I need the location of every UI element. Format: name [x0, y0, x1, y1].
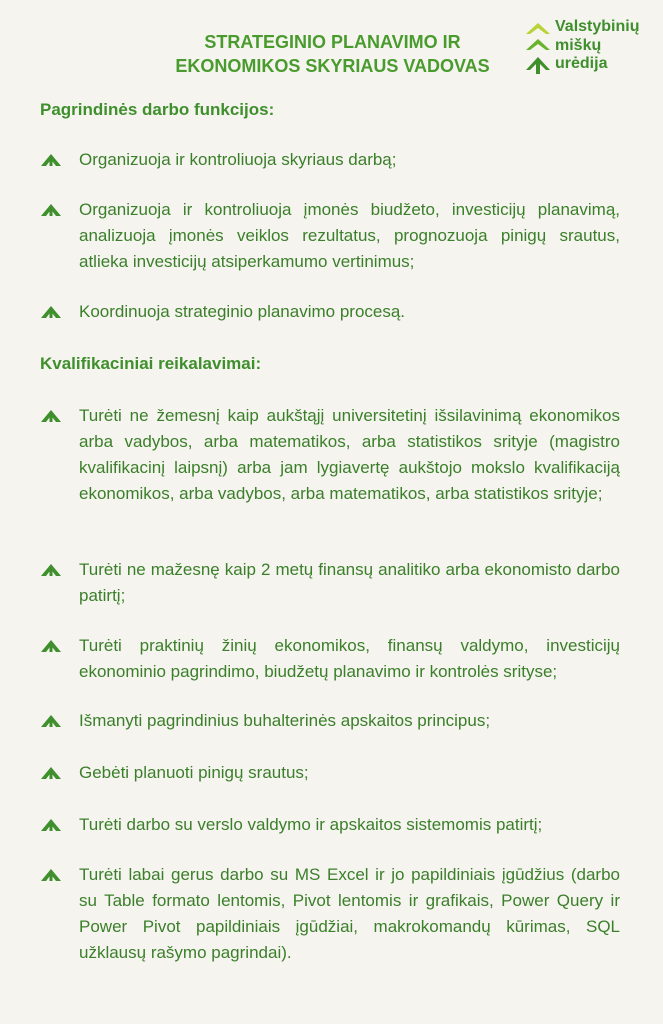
list-item	[40, 633, 620, 685]
tree-chevrons-icon	[524, 20, 552, 74]
list-item	[40, 147, 620, 173]
list-item	[40, 760, 620, 786]
logo-line-2: miškų	[555, 36, 602, 54]
requirements-title: Kvalifikaciniai reikalavimai:	[40, 354, 262, 373]
list-item-text: Turėti ne mažesnę kaip 2 metų finansų analitiko arba ekonomisto darbo patirtį;	[79, 560, 620, 605]
chevron-bullet-icon	[40, 764, 62, 780]
title-line-2: EKONOMIKOS SKYRIAUS VADOVAS	[175, 56, 490, 76]
chevron-bullet-icon	[40, 201, 62, 217]
chevron-bullet-icon	[40, 561, 62, 577]
list-item	[40, 812, 620, 838]
list-item-text: Turėti ne žemesnį kaip aukštąjį universitetinį išsilavinimą ekonomikos arba vadybos, arba matematikos, arba statistikos srityje (magistro kvalifikacinį laipsnį) arba jam lygiavertę aukštojo mokslo kvalifikaciją ekonomikos, arba vadybos, arba matematikos, arba statistikos srityje;	[79, 406, 620, 503]
chevron-bullet-icon	[40, 303, 62, 319]
title-line-1: STRATEGINIO PLANAVIMO IR	[204, 32, 461, 52]
functions-title: Pagrindinės darbo funkcijos:	[40, 100, 275, 119]
logo-line-1: Valstybinių	[555, 18, 640, 35]
list-item-text: Turėti darbo su verslo valdymo ir apskaitos sistemomis patirtį;	[79, 815, 543, 834]
list-item-text: Turėti praktinių žinių ekonomikos, finansų valdymo, investicijų ekonominio pagrindimo, biudžetų planavimo ir kontrolės srityse;	[79, 636, 620, 681]
chevron-bullet-icon	[40, 151, 62, 167]
list-item-text: Išmanyti pagrindinius buhalterinės apskaitos principus;	[79, 711, 491, 730]
chevron-bullet-icon	[40, 866, 62, 882]
chevron-bullet-icon	[40, 816, 62, 832]
logo	[524, 18, 654, 78]
list-item	[40, 862, 620, 966]
list-item-text: Turėti labai gerus darbo su MS Excel ir jo papildiniais įgūdžius (darbo su Table formato lentomis, Pivot lentomis ir grafikais, Power Query ir Power Pivot papildiniais įgūdžiai, makrokomandų kūrimas, SQL užklausų rašymo pagrindai).	[79, 865, 620, 962]
chevron-bullet-icon	[40, 407, 62, 423]
chevron-bullet-icon	[40, 712, 62, 728]
list-item	[40, 299, 620, 325]
page-title	[150, 30, 515, 78]
chevron-bullet-icon	[40, 637, 62, 653]
list-item	[40, 708, 620, 734]
logo-line-3: urėdija	[555, 55, 608, 72]
list-item	[40, 197, 620, 275]
list-item-text: Organizuoja ir kontroliuoja skyriaus darbą;	[79, 150, 397, 169]
list-item-text: Gebėti planuoti pinigų srautus;	[79, 763, 309, 782]
list-item	[40, 557, 620, 609]
logo-text	[555, 18, 639, 74]
list-item	[40, 403, 620, 507]
list-item-text: Koordinuoja strateginio planavimo procesą.	[79, 302, 406, 321]
list-item-text: Organizuoja ir kontroliuoja įmonės biudžeto, investicijų planavimą, analizuoja įmonės veiklos rezultatus, prognozuoja pinigų srautus, atlieka investicijų atsiperkamumo vertinimus;	[79, 200, 620, 271]
